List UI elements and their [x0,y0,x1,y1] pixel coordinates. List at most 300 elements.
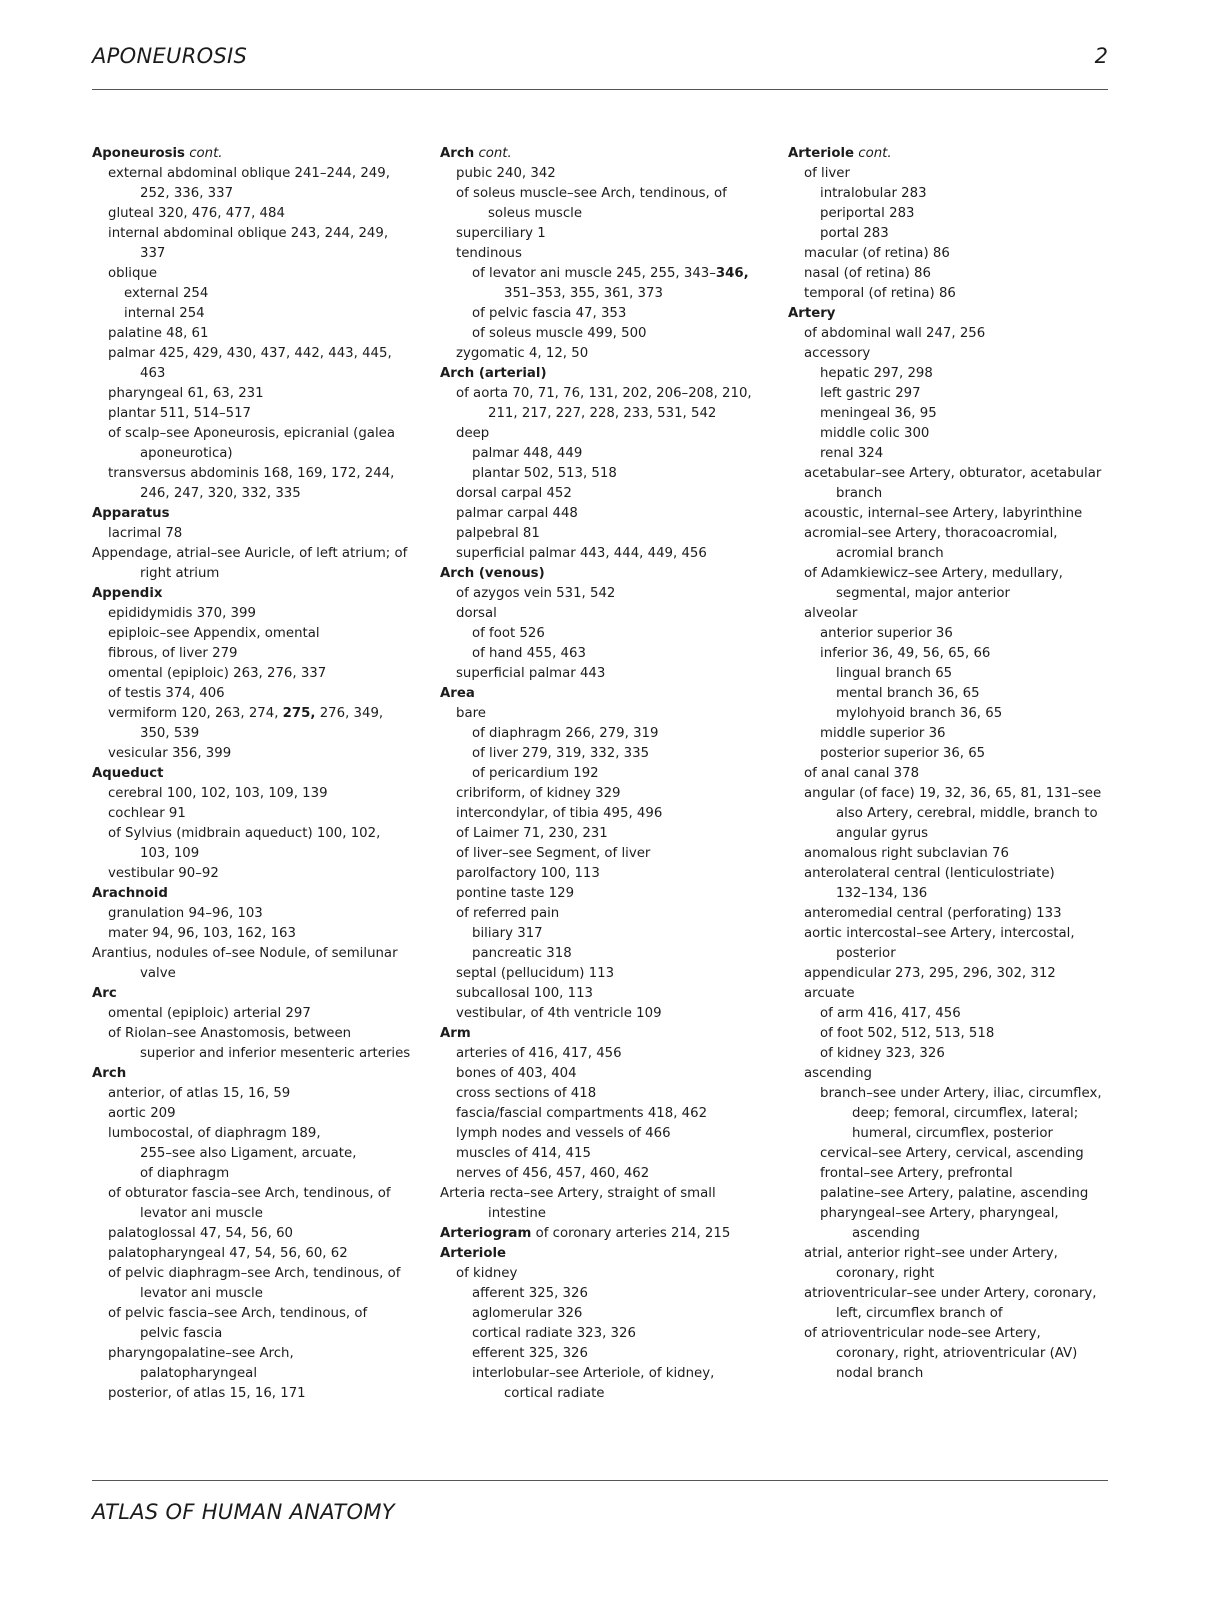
index-entry-line [92,384,432,404]
entry-text: palatopharyngeal 47, 54, 56, 60, 62 [108,1246,348,1261]
index-entry-line [788,644,1128,664]
entry-text: of soleus muscle–see Arch, tendinous, of [456,186,727,201]
entry-text: omental (epiploic) arterial 297 [108,1006,311,1021]
index-entry-line [788,264,1128,284]
index-entry-line [92,744,432,764]
entry-text: Arteria recta–see Artery, straight of small [440,1186,716,1201]
index-entry-line [788,1244,1128,1264]
entry-text: appendicular 273, 295, 296, 302, 312 [804,966,1056,981]
index-entry-line [788,324,1128,344]
index-heading [440,1024,780,1044]
index-entry-line [788,1304,1128,1324]
index-entry-line [92,224,432,244]
entry-text: vesicular 356, 399 [108,746,232,761]
entry-text: of kidney 323, 326 [820,1046,945,1061]
entry-text: bare [456,706,486,721]
entry-text: mater 94, 96, 103, 162, 163 [108,926,296,941]
index-entry-line [440,164,780,184]
entry-text: of obturator fascia–see Arch, tendinous, of [108,1186,391,1201]
entry-text: meningeal 36, 95 [820,406,937,421]
entry-text: posterior, of atlas 15, 16, 171 [108,1386,306,1401]
running-foot: ATLAS OF HUMAN ANATOMY [92,1500,395,1524]
entry-text: anteromedial central (perforating) 133 [804,906,1062,921]
index-entry-line [440,1384,780,1404]
heading-term: Arch (arterial) [440,366,547,381]
index-heading [788,304,1128,324]
heading-term: Arm [440,1026,471,1041]
index-entry-line [440,584,780,604]
entry-text: lymph nodes and vessels of 466 [456,1126,671,1141]
entry-text: lumbocostal, of diaphragm 189, [108,1126,321,1141]
index-entry-line [440,924,780,944]
index-entry-line [788,944,1128,964]
index-entry-line [440,484,780,504]
index-entry-line [92,464,432,484]
entry-text: pharyngeal–see Artery, pharyngeal, [820,1206,1059,1221]
index-entry-line [788,1084,1128,1104]
entry-text: cribriform, of kidney 329 [456,786,621,801]
continued-label: cont. [858,146,892,161]
index-entry-line [92,944,432,964]
index-entry-line [440,844,780,864]
index-entry-line [788,1344,1128,1364]
index-entry-line [788,804,1128,824]
entry-text: right atrium [140,566,220,581]
index-entry-line [440,1284,780,1304]
entry-text: palatine–see Artery, palatine, ascending [820,1186,1089,1201]
entry-text: transversus abdominis 168, 169, 172, 244, [108,466,395,481]
entry-text: internal abdominal oblique 243, 244, 249, [108,226,389,241]
index-entry-line [440,1044,780,1064]
entry-text: of levator ani muscle 245, 255, 343– [472,266,716,281]
index-entry-line [788,364,1128,384]
index-entry-line [92,344,432,364]
entry-text: afferent 325, 326 [472,1286,588,1301]
index-entry-line [440,504,780,524]
index-entry-line [788,604,1128,624]
index-entry-line [92,1284,432,1304]
entry-text: of kidney [456,1266,518,1281]
index-entry-line [440,1264,780,1284]
index-entry-line [440,1064,780,1084]
index-heading [92,984,432,1004]
index-entry-line [788,684,1128,704]
index-heading [92,884,432,904]
entry-text: palatopharyngeal [140,1366,258,1381]
index-entry-line [788,864,1128,884]
index-entry-line [92,264,432,284]
index-heading [92,1064,432,1084]
index-entry-line [92,1024,432,1044]
continued-label: cont. [189,146,223,161]
index-column-1 [92,144,432,1404]
index-entry-line [788,1364,1128,1384]
entry-text: epiploic–see Appendix, omental [108,626,320,641]
index-entry-line [92,524,432,544]
entry-text: of foot 526 [472,626,545,641]
index-entry-line [92,484,432,504]
entry-text: dorsal carpal 452 [456,486,572,501]
index-entry-line [440,1344,780,1364]
index-entry-line [92,824,432,844]
heading-term: Area [440,686,475,701]
index-entry-line [440,704,780,724]
entry-text: branch [836,486,883,501]
entry-text: accessory [804,346,871,361]
entry-text: biliary 317 [472,926,543,941]
index-heading [788,144,1128,164]
index-entry-line [440,784,780,804]
index-entry-line [788,504,1128,524]
heading-term: Arch [440,146,475,161]
entry-text: cortical radiate [504,1386,605,1401]
principal-page-ref: 275, [282,706,316,721]
entry-text: deep [456,426,490,441]
heading-term: Arc [92,986,117,1001]
entry-text: internal 254 [124,306,205,321]
index-entry-line [788,904,1128,924]
entry-text: nasal (of retina) 86 [804,266,931,281]
entry-text: pubic 240, 342 [456,166,556,181]
index-entry-line [788,424,1128,444]
entry-text: dorsal [456,606,497,621]
entry-text: palatine 48, 61 [108,326,209,341]
index-entry-line [92,204,432,224]
entry-text: 350, 539 [140,726,200,741]
index-entry-line [92,784,432,804]
entry-text: of diaphragm [140,1166,230,1181]
entry-text: aortic 209 [108,1106,176,1121]
entry-text: hepatic 297, 298 [820,366,933,381]
entry-text: interlobular–see Arteriole, of kidney, [472,1366,715,1381]
index-entry-line [440,344,780,364]
entry-text: plantar 502, 513, 518 [472,466,617,481]
entry-text: 255–see also Ligament, arcuate, [140,1146,357,1161]
entry-text: segmental, major anterior [836,586,1010,601]
index-entry-line [788,744,1128,764]
index-entry-line [788,1024,1128,1044]
entry-text: valve [140,966,176,981]
index-entry-line [788,1004,1128,1024]
entry-text: 252, 336, 337 [140,186,234,201]
index-entry-line [440,244,780,264]
entry-text: pelvic fascia [140,1326,223,1341]
index-entry-line [92,1044,432,1064]
entry-text: cerebral 100, 102, 103, 109, 139 [108,786,328,801]
entry-text: intestine [488,1206,546,1221]
index-entry-line [92,1384,432,1404]
index-entry-line [92,444,432,464]
index-entry-line [788,704,1128,724]
index-entry-line [788,1164,1128,1184]
entry-text: Appendage, atrial–see Auricle, of left atrium; of [92,546,408,561]
index-entry-line [92,1184,432,1204]
index-entry-line [788,164,1128,184]
index-entry-line [788,1224,1128,1244]
index-entry-line [92,1344,432,1364]
index-entry-line [92,624,432,644]
entry-text: left gastric 297 [820,386,921,401]
entry-text: cervical–see Artery, cervical, ascending [820,1146,1084,1161]
index-entry-line [92,864,432,884]
entry-text: of Sylvius (midbrain aqueduct) 100, 102, [108,826,381,841]
index-entry-line [788,564,1128,584]
index-entry-line [440,224,780,244]
index-heading [440,1244,780,1264]
index-entry-line [440,944,780,964]
entry-text: anterior, of atlas 15, 16, 59 [108,1086,291,1101]
entry-text: of azygos vein 531, 542 [456,586,616,601]
index-entry-line [440,664,780,684]
index-entry-line [92,184,432,204]
index-entry-line [788,344,1128,364]
index-entry-line [788,884,1128,904]
entry-text: epididymidis 370, 399 [108,606,256,621]
index-entry-line [440,1324,780,1344]
index-entry-line [440,624,780,644]
index-entry-line [788,1064,1128,1084]
entry-text: bones of 403, 404 [456,1066,577,1081]
index-entry-line [788,464,1128,484]
entry-text: superficial palmar 443, 444, 449, 456 [456,546,707,561]
entry-text: plantar 511, 514–517 [108,406,252,421]
index-entry-line [92,644,432,664]
entry-text: intralobular 283 [820,186,927,201]
index-entry-line [788,764,1128,784]
index-entry-line [788,664,1128,684]
index-entry-line [440,904,780,924]
index-entry-line [440,304,780,324]
index-column-2 [440,144,780,1404]
entry-text: angular (of face) 19, 32, 36, 65, 81, 131–see [804,786,1102,801]
index-entry-line [788,1044,1128,1064]
index-entry-line [92,724,432,744]
entry-text: granulation 94–96, 103 [108,906,263,921]
entry-text: branch–see under Artery, iliac, circumflex, [820,1086,1102,1101]
index-entry-line [788,1184,1128,1204]
index-entry-line [788,1264,1128,1284]
index-heading [92,504,432,524]
index-heading [440,1224,780,1244]
entry-text: cochlear 91 [108,806,186,821]
entry-text: superficial palmar 443 [456,666,606,681]
index-heading [440,144,780,164]
entry-text: lacrimal 78 [108,526,183,541]
entry-text: coronary, right [836,1266,935,1281]
index-entry-line [92,424,432,444]
index-entry-line [92,1144,432,1164]
index-entry-line [788,1124,1128,1144]
heading-term: Appendix [92,586,163,601]
entry-text: nodal branch [836,1366,924,1381]
index-entry-line [92,604,432,624]
index-entry-line [92,1004,432,1024]
index-entry-line [92,1124,432,1144]
index-entry-line [440,1144,780,1164]
index-entry-line [440,324,780,344]
principal-page-ref: 346, [715,266,749,281]
entry-text: septal (pellucidum) 113 [456,966,615,981]
entry-text: aponeurotica) [140,446,233,461]
entry-text: of pericardium 192 [472,766,599,781]
entry-text: acromial branch [836,546,944,561]
index-entry-line [440,524,780,544]
entry-text: atrioventricular–see under Artery, coronary, [804,1286,1097,1301]
entry-text: alveolar [804,606,858,621]
entry-text: of anal canal 378 [804,766,920,781]
entry-text: levator ani muscle [140,1206,263,1221]
entry-text: vestibular, of 4th ventricle 109 [456,1006,662,1021]
index-entry-line [92,324,432,344]
entry-text: of testis 374, 406 [108,686,225,701]
index-heading [440,684,780,704]
index-entry-line [92,544,432,564]
entry-text: intercondylar, of tibia 495, 496 [456,806,663,821]
entry-text: macular (of retina) 86 [804,246,950,261]
entry-text: middle superior 36 [820,726,946,741]
index-entry-line [92,284,432,304]
entry-text: of liver [804,166,850,181]
index-entry-line [440,644,780,664]
index-entry-line [440,264,780,284]
entry-text: arteries of 416, 417, 456 [456,1046,622,1061]
footer-rule [92,1480,1108,1481]
index-entry-line [92,684,432,704]
index-entry-line [788,484,1128,504]
index-entry-line [440,984,780,1004]
entry-text: of aorta 70, 71, 76, 131, 202, 206–208, 210, [456,386,752,401]
index-entry-line [788,444,1128,464]
index-entry-line [92,1244,432,1264]
entry-text: palmar carpal 448 [456,506,578,521]
index-entry-line [788,284,1128,304]
entry-text: 246, 247, 320, 332, 335 [140,486,301,501]
index-entry-line [440,204,780,224]
index-entry-line [440,824,780,844]
index-entry-line [92,1324,432,1344]
entry-text: of pelvic fascia 47, 353 [472,306,627,321]
index-entry-line [788,824,1128,844]
entry-text: nerves of 456, 457, 460, 462 [456,1166,650,1181]
entry-text: anterior superior 36 [820,626,953,641]
index-entry-line [440,724,780,744]
entry-text: acromial–see Artery, thoracoacromial, [804,526,1058,541]
index-entry-line [788,184,1128,204]
index-entry-line [440,744,780,764]
entry-text: ascending [804,1066,872,1081]
heading-term: Aqueduct [92,766,164,781]
heading-term: Apparatus [92,506,170,521]
entry-text: levator ani muscle [140,1286,263,1301]
entry-text: anomalous right subclavian 76 [804,846,1009,861]
entry-text: 211, 217, 227, 228, 233, 531, 542 [488,406,717,421]
index-entry-line [788,244,1128,264]
entry-text: of Riolan–see Anastomosis, between [108,1026,352,1041]
entry-text: ascending [852,1226,920,1241]
entry-text: palmar 425, 429, 430, 437, 442, 443, 445, [108,346,392,361]
index-entry-line [440,444,780,464]
index-entry-line [788,984,1128,1004]
entry-text: oblique [108,266,158,281]
entry-text: lingual branch 65 [836,666,953,681]
entry-text: coronary, right, atrioventricular (AV) [836,1346,1078,1361]
entry-text: 132–134, 136 [836,886,928,901]
heading-term: Arteriole [788,146,855,161]
entry-text: atrial, anterior right–see under Artery, [804,1246,1058,1261]
index-entry-line [92,1204,432,1224]
index-entry-line [788,544,1128,564]
index-entry-line [92,1364,432,1384]
index-entry-line [440,1184,780,1204]
index-heading [440,364,780,384]
index-entry-line [92,1104,432,1124]
entry-text: also Artery, cerebral, middle, branch to [836,806,1098,821]
index-entry-line [92,1164,432,1184]
index-entry-line [92,1264,432,1284]
index-entry-line [440,1004,780,1024]
index-entry-line [92,844,432,864]
index-entry-line [92,364,432,384]
entry-text: posterior [836,946,896,961]
entry-text: palpebral 81 [456,526,540,541]
index-entry-line [92,1224,432,1244]
entry-text: superior and inferior mesenteric arteries [140,1046,411,1061]
entry-text: efferent 325, 326 [472,1346,588,1361]
index-entry-line [788,204,1128,224]
index-entry-line [440,1204,780,1224]
index-entry-line [440,1084,780,1104]
entry-text: of Laimer 71, 230, 231 [456,826,608,841]
index-entry-line [788,1104,1128,1124]
index-entry-line [788,844,1128,864]
entry-text: acoustic, internal–see Artery, labyrinthine [804,506,1083,521]
index-entry-line [92,904,432,924]
index-entry-line [92,1084,432,1104]
heading-term: Arch (venous) [440,566,545,581]
entry-text: 103, 109 [140,846,200,861]
index-entry-line [788,964,1128,984]
entry-text: acetabular–see Artery, obturator, acetabular [804,466,1102,481]
index-entry-line [440,1304,780,1324]
entry-text: pancreatic 318 [472,946,572,961]
index-entry-line [788,1204,1128,1224]
entry-text: omental (epiploic) 263, 276, 337 [108,666,327,681]
entry-text: posterior superior 36, 65 [820,746,986,761]
entry-text: humeral, circumflex, posterior [852,1126,1053,1141]
index-entry-line [440,764,780,784]
index-heading [92,584,432,604]
index-entry-line [440,964,780,984]
entry-text: of liver 279, 319, 332, 335 [472,746,650,761]
index-entry-line [440,864,780,884]
entry-text: aglomerular 326 [472,1306,583,1321]
entry-text: subcallosal 100, 113 [456,986,593,1001]
index-entry-line [788,404,1128,424]
entry-text: cortical radiate 323, 326 [472,1326,636,1341]
continued-label: cont. [478,146,512,161]
index-entry-line [788,524,1128,544]
index-entry-line [788,784,1128,804]
index-entry-line [440,384,780,404]
index-heading [440,564,780,584]
index-entry-line [92,164,432,184]
header-rule [92,89,1108,90]
entry-text: of liver–see Segment, of liver [456,846,651,861]
entry-text: of soleus muscle 499, 500 [472,326,647,341]
entry-text: of hand 455, 463 [472,646,586,661]
entry-text: middle colic 300 [820,426,930,441]
entry-text: inferior 36, 49, 56, 65, 66 [820,646,991,661]
